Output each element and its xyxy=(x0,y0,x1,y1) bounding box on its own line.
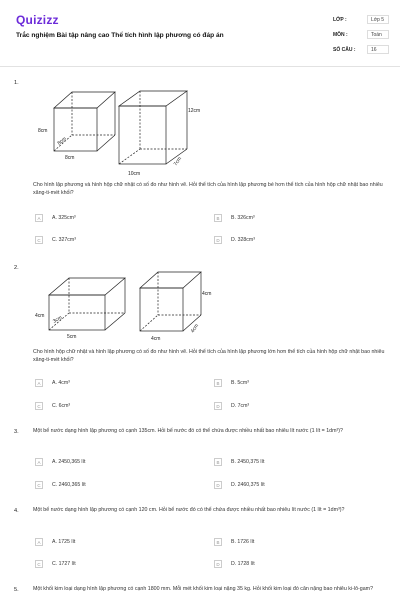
option-label: A. 325cm³ xyxy=(52,215,76,221)
option-label: D. 1728 lít xyxy=(231,561,255,567)
fig-label: 4cm xyxy=(189,322,201,335)
fig-label: 7cm xyxy=(172,155,184,168)
option-label: A. 4cm³ xyxy=(52,380,70,386)
option-letter-box: C xyxy=(35,560,43,568)
question-number: 3. xyxy=(14,429,19,435)
meta-grade xyxy=(333,17,393,23)
question-text: Một khối kim loại dạng hình lập phương có cạnh 1800 mm. Mỗi mét khối kim loại nặng 35 kg. Hỏi khối kim loại đó cân nặng bao nhiêu ki-lô-gam? xyxy=(33,586,374,592)
option-label: A. 2450,365 lít xyxy=(52,459,86,465)
fig-label: 8cm xyxy=(56,136,68,147)
fig-label: 12cm xyxy=(188,108,201,114)
fig-label: 4cm xyxy=(151,336,161,342)
question-text: Cho hình hộp chữ nhật và hình lập phương có số đo như hình vẽ. Hỏi thể tích của hình lập phương lớn hơn thể tích của hình hộp chữ nhật bao nhiêu xăng-ti-mét khối? xyxy=(33,349,385,363)
option-label: C. 2460,365 lít xyxy=(52,482,86,488)
option-label: A. 1725 lít xyxy=(52,539,76,545)
meta-count-label: SỐ CÂU : xyxy=(333,47,356,53)
option-letter-box: A xyxy=(35,214,43,222)
header-divider xyxy=(0,66,400,67)
fig-label: 3cm xyxy=(52,314,64,325)
option-label: C. 327cm³ xyxy=(52,237,76,243)
figure-box-and-cube xyxy=(34,265,224,345)
option-letter-box: A xyxy=(35,538,43,546)
fig-label: 5cm xyxy=(67,334,77,340)
option-label: C. 6cm³ xyxy=(52,403,71,409)
option-letter-box: D xyxy=(214,236,222,244)
worksheet-header xyxy=(0,0,400,66)
cube-top-face xyxy=(140,272,201,288)
question-text: Cho hình lập phương và hình hộp chữ nhật có số đo như hình vẽ. Hỏi thể tích của hình lập phương bé hơn thể tích của hình hộp chữ nhật bao nhiêu xăng-ti-mét khối? xyxy=(33,182,383,196)
question-number: 2. xyxy=(14,265,19,271)
option-label: D. 328cm³ xyxy=(231,237,255,243)
cube-front-face xyxy=(140,288,183,331)
option-letter-box: B xyxy=(214,458,222,466)
fig-label: 8cm xyxy=(65,155,75,161)
box-front-face xyxy=(49,295,105,330)
box-top-face xyxy=(49,278,125,295)
cube-top-face xyxy=(54,92,115,108)
fig-label: 4cm xyxy=(202,291,212,297)
option-label: B. 326cm³ xyxy=(231,215,255,221)
meta-grade-label: LỚP : xyxy=(333,17,347,23)
option-letter-box: A xyxy=(35,458,43,466)
option-letter-box: C xyxy=(35,402,43,410)
fig-label: 8cm xyxy=(38,128,48,134)
box-front-face xyxy=(119,106,166,164)
option-label: B. 2450,375 lít xyxy=(231,459,265,465)
meta-question-count xyxy=(333,47,393,53)
fig-label: 10cm xyxy=(128,171,141,177)
option-letter-box: A xyxy=(35,379,43,387)
question-text: Một bể nước dạng hình lập phương có cạnh 135cm. Hỏi bể nước đó có thể chứa được nhiều nhất bao nhiêu lít nước (1 lít = 1dm³)? xyxy=(33,428,343,434)
fig-label: 4cm xyxy=(35,313,45,319)
meta-subject xyxy=(333,32,393,38)
question-number: 4. xyxy=(14,508,19,514)
question-text: Một bể nước dạng hình lập phương có cạnh 120 cm. Hỏi bể nước đó có thể chứa được nhiều nhất bao nhiêu lít nước (1 lít = 1dm³)? xyxy=(33,507,345,513)
meta-count-value: 16 xyxy=(367,45,389,54)
quizizz-logo: Quizizz xyxy=(16,13,59,27)
meta-subject-label: MÔN : xyxy=(333,32,348,38)
option-label: C. 1727 lít xyxy=(52,561,76,567)
option-letter-box: B xyxy=(214,214,222,222)
question-number: 1. xyxy=(14,80,19,86)
figure-cube-and-box xyxy=(36,86,226,178)
option-label: D. 2460,375 lít xyxy=(231,482,265,488)
option-letter-box: C xyxy=(35,481,43,489)
meta-subject-value: Toán xyxy=(367,30,389,39)
option-letter-box: D xyxy=(214,560,222,568)
page-title: Trắc nghiệm Bài tập nâng cao Thể tích hình lập phương có đáp án xyxy=(16,32,224,39)
box-top-face xyxy=(119,91,187,106)
question-number: 5. xyxy=(14,587,19,593)
option-letter-box: D xyxy=(214,481,222,489)
option-label: B. 5cm³ xyxy=(231,380,249,386)
option-letter-box: B xyxy=(214,538,222,546)
option-letter-box: D xyxy=(214,402,222,410)
option-label: B. 1726 lít xyxy=(231,539,255,545)
option-letter-box: B xyxy=(214,379,222,387)
option-letter-box: C xyxy=(35,236,43,244)
option-label: D. 7cm³ xyxy=(231,403,250,409)
meta-grade-value: Lớp 5 xyxy=(367,15,389,24)
